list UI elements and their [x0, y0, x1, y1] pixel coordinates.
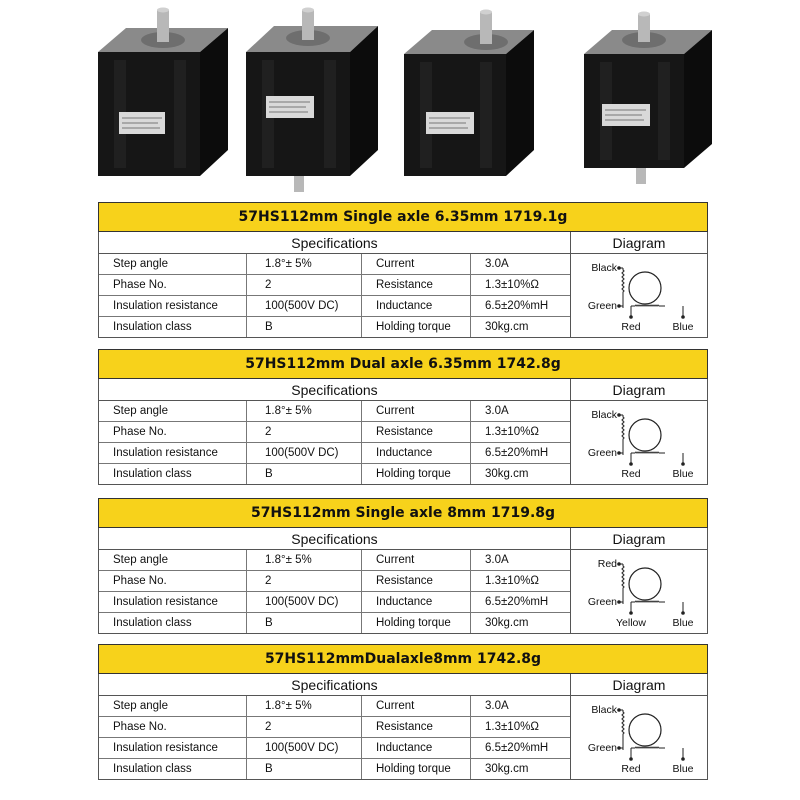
spec-body — [98, 674, 708, 780]
spec-value: 1.3±10%Ω — [471, 275, 571, 296]
wire-label-top: Red — [597, 558, 617, 570]
spec-label: Phase No. — [99, 571, 247, 592]
spec-label: Insulation resistance — [99, 296, 247, 317]
stepper-motor-photo — [572, 0, 752, 200]
spec-grid — [99, 696, 570, 779]
diagram-panel — [571, 232, 707, 337]
spec-table — [98, 349, 708, 485]
spec-grid — [99, 254, 570, 337]
spec-label: Holding torque — [362, 759, 471, 780]
wiring-diagram-icon — [571, 401, 709, 481]
spec-panel — [99, 528, 571, 633]
spec-value: 1.3±10%Ω — [471, 571, 571, 592]
spec-value: 1.8°± 5% — [247, 401, 362, 422]
spec-value: B — [247, 464, 362, 485]
spec-value: B — [247, 613, 362, 634]
wire-label-bottom-right: Blue — [672, 321, 694, 333]
wire-label-top: Black — [591, 704, 617, 716]
spec-label: Insulation class — [99, 759, 247, 780]
wiring-diagram — [571, 254, 707, 337]
spec-label: Resistance — [362, 571, 471, 592]
stepper-motor-icon — [236, 0, 416, 200]
spec-label: Inductance — [362, 443, 471, 464]
spec-header: Specifications — [99, 528, 570, 550]
stepper-motor-icon — [572, 0, 752, 200]
spec-value: B — [247, 317, 362, 338]
wiring-diagram-icon — [571, 550, 709, 630]
spec-value: 100(500V DC) — [247, 592, 362, 613]
wire-label-left: Green — [587, 300, 617, 312]
spec-label: Phase No. — [99, 275, 247, 296]
stepper-motor-icon — [78, 0, 258, 200]
spec-table — [98, 202, 708, 338]
spec-label: Current — [362, 550, 471, 571]
spec-value: 1.8°± 5% — [247, 254, 362, 275]
spec-row — [99, 317, 570, 338]
spec-row — [99, 613, 570, 634]
spec-grid — [99, 550, 570, 633]
spec-grid — [99, 401, 570, 484]
wire-label-left: Green — [587, 596, 617, 608]
spec-header: Specifications — [99, 379, 570, 401]
spec-value: 1.8°± 5% — [247, 696, 362, 717]
spec-value: 30kg.cm — [485, 617, 529, 629]
spec-label: Holding torque — [362, 317, 471, 338]
spec-label: Inductance — [362, 738, 471, 759]
wire-label-bottom-right: Blue — [672, 468, 694, 480]
spec-row — [99, 464, 570, 485]
spec-value: 1.8°± 5% — [247, 550, 362, 571]
spec-value: 6.5±20%mH — [471, 592, 571, 613]
wiring-diagram — [571, 401, 707, 484]
wire-label-left: Green — [587, 447, 617, 459]
spec-label: Current — [362, 696, 471, 717]
spec-value: 100(500V DC) — [247, 296, 362, 317]
spec-row — [99, 696, 570, 717]
spec-value: 6.5±20%mH — [471, 738, 571, 759]
spec-row — [99, 717, 570, 738]
spec-label: Resistance — [362, 717, 471, 738]
spec-panel — [99, 379, 571, 484]
spec-row — [99, 401, 570, 422]
spec-row — [99, 592, 570, 613]
spec-row — [99, 759, 570, 780]
spec-value: 2 — [247, 717, 362, 738]
spec-value: 2 — [247, 275, 362, 296]
spec-label: Inductance — [362, 296, 471, 317]
wiring-diagram-icon — [571, 696, 709, 776]
product-photo-strip — [0, 0, 800, 200]
spec-value: 1.3±10%Ω — [471, 717, 571, 738]
wire-label-bottom-right: Blue — [672, 763, 694, 775]
spec-title: 57HS112mm Single axle 8mm 1719.8g — [98, 498, 708, 528]
spec-title: 57HS112mmDualaxle8mm 1742.8g — [98, 644, 708, 674]
diagram-panel — [571, 528, 707, 633]
diagram-panel — [571, 379, 707, 484]
spec-body — [98, 528, 708, 634]
spec-label: Step angle — [99, 696, 247, 717]
wiring-diagram — [571, 696, 707, 779]
wire-label-bottom-left: Red — [621, 321, 641, 333]
spec-label: Phase No. — [99, 422, 247, 443]
spec-value: 100(500V DC) — [247, 738, 362, 759]
spec-value: 100(500V DC) — [247, 443, 362, 464]
spec-row — [99, 738, 570, 759]
spec-title: 57HS112mm Single axle 6.35mm 1719.1g — [98, 202, 708, 232]
diagram-header: Diagram — [571, 674, 707, 696]
spec-value: 2 — [247, 571, 362, 592]
spec-value: 30kg.cm — [485, 763, 529, 775]
spec-value: 3.0A — [471, 696, 571, 717]
spec-label: Inductance — [362, 592, 471, 613]
spec-value: B — [247, 759, 362, 780]
spec-label: Insulation resistance — [99, 592, 247, 613]
spec-label: Current — [362, 401, 471, 422]
stepper-motor-photo — [236, 0, 416, 200]
spec-row — [99, 422, 570, 443]
spec-label: Insulation class — [99, 464, 247, 485]
spec-row — [99, 275, 570, 296]
wire-label-bottom-left: Red — [621, 763, 641, 775]
spec-label: Phase No. — [99, 717, 247, 738]
spec-label: Insulation resistance — [99, 738, 247, 759]
wire-label-bottom-left: Red — [621, 468, 641, 480]
spec-label: Step angle — [99, 550, 247, 571]
spec-body — [98, 379, 708, 485]
diagram-header: Diagram — [571, 528, 707, 550]
stepper-motor-photo — [78, 0, 258, 200]
spec-value: 3.0A — [471, 254, 571, 275]
spec-value: 6.5±20%mH — [471, 296, 571, 317]
spec-header: Specifications — [99, 674, 570, 696]
spec-value: 30kg.cm — [485, 321, 529, 333]
wire-label-left: Green — [587, 742, 617, 754]
spec-label: Insulation resistance — [99, 443, 247, 464]
spec-label: Insulation class — [99, 317, 247, 338]
diagram-header: Diagram — [571, 379, 707, 401]
spec-header: Specifications — [99, 232, 570, 254]
spec-row — [99, 550, 570, 571]
wire-label-bottom-right: Blue — [672, 617, 694, 629]
spec-label: Holding torque — [362, 464, 471, 485]
spec-body — [98, 232, 708, 338]
wiring-diagram — [571, 550, 707, 633]
spec-value: 3.0A — [471, 550, 571, 571]
spec-label: Resistance — [362, 422, 471, 443]
spec-value: 3.0A — [471, 401, 571, 422]
spec-value: 6.5±20%mH — [471, 443, 571, 464]
stepper-motor-photo — [398, 0, 578, 200]
spec-label: Resistance — [362, 275, 471, 296]
wiring-diagram-icon — [571, 254, 709, 334]
wire-label-top: Black — [591, 262, 617, 274]
spec-value: 30kg.cm — [485, 468, 529, 480]
diagram-header: Diagram — [571, 232, 707, 254]
spec-row — [99, 571, 570, 592]
spec-label: Holding torque — [362, 613, 471, 634]
spec-row — [99, 296, 570, 317]
spec-table — [98, 498, 708, 634]
spec-label: Insulation class — [99, 613, 247, 634]
stepper-motor-icon — [398, 0, 578, 200]
spec-title: 57HS112mm Dual axle 6.35mm 1742.8g — [98, 349, 708, 379]
wire-label-bottom-left: Yellow — [616, 617, 646, 629]
spec-value: 1.3±10%Ω — [471, 422, 571, 443]
spec-panel — [99, 232, 571, 337]
spec-label: Current — [362, 254, 471, 275]
spec-row — [99, 254, 570, 275]
spec-label: Step angle — [99, 401, 247, 422]
spec-label: Step angle — [99, 254, 247, 275]
spec-panel — [99, 674, 571, 779]
spec-table — [98, 644, 708, 780]
diagram-panel — [571, 674, 707, 779]
spec-value: 2 — [247, 422, 362, 443]
spec-row — [99, 443, 570, 464]
wire-label-top: Black — [591, 409, 617, 421]
